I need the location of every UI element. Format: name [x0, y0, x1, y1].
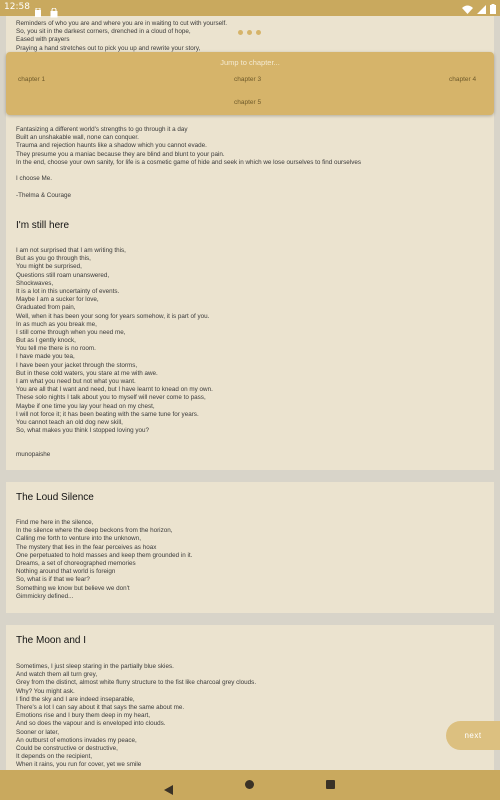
- status-time: 12:58: [4, 2, 30, 12]
- poem-card-2: [6, 482, 494, 613]
- poem-text: [16, 247, 484, 435]
- poem-line: It depends on the recipient,: [16, 753, 92, 761]
- poem-line: I am what you need but not what you want.: [16, 378, 136, 385]
- next-button[interactable]: next: [446, 721, 500, 750]
- poem-card-1: [6, 207, 494, 470]
- poem-line: Maybe I am a sucker for love,: [16, 296, 99, 304]
- poem-line: Built an unshakable wall, none can conquer.: [16, 134, 139, 142]
- wifi-icon: [462, 0, 473, 18]
- poem-feed[interactable]: [0, 16, 500, 770]
- poem-line: And watch them all turn grey,: [16, 671, 98, 679]
- poem-line: Calling me forth to venture into the unknown,: [16, 535, 141, 543]
- poem-line: Emotions rise and I bury them deep in my heart,: [16, 712, 151, 720]
- poem-line: But as I gently knock,: [16, 337, 76, 345]
- poem-line: Dreams, a set of choreographed memories: [16, 559, 136, 567]
- poem-line: Gimmickry defined...: [16, 592, 74, 600]
- poem-line: I still come through when you need me,: [16, 328, 126, 336]
- poem-line: Well, when it has been your song for years somehow, it is part of you.: [16, 312, 210, 320]
- poem-line: When it rains, you run for cover, yet we smile: [16, 761, 142, 769]
- poem-line: So, what is if that we fear?: [16, 576, 90, 584]
- poem-line: Find me here in the silence,: [16, 519, 94, 526]
- poem-line: In the end, choose your own sanity, for life is a cosmetic game of hide and seek in which we lose ourselves to find ourselves: [16, 158, 361, 166]
- poem-line: They presume you a maniac because they are blind and blunt to your pain.: [16, 150, 225, 158]
- poem-line: Fantasizing a different world's strengths to go through it a day: [16, 126, 188, 133]
- jump-menu-title: Jump to chapter...: [220, 58, 280, 67]
- loading-dot: [256, 30, 261, 35]
- poem-title: The Loud Silence: [16, 492, 94, 503]
- poem-line: It is a lot in this uncertainty of events.: [16, 287, 120, 295]
- poem-line: But as you go through this,: [16, 255, 91, 263]
- poem-line: One perpetuated to hold masses and keep them grounded in it.: [16, 551, 193, 559]
- battery-icon: [490, 0, 496, 18]
- recent-apps-icon[interactable]: [326, 780, 335, 789]
- poem-line: Trauma and rejection haunts like a shadow which you cannot evade.: [16, 142, 207, 150]
- poem-line: These solo nights I talk about you to myself will never come to pass,: [16, 394, 206, 402]
- loading-indicator: [238, 30, 261, 35]
- poem-text-bottom: [16, 126, 484, 200]
- back-icon[interactable]: [164, 780, 173, 799]
- poem-line: You cannot teach an old dog new skill,: [16, 418, 123, 426]
- chapter-5-option[interactable]: chapter 5: [234, 99, 262, 106]
- poem-line: You might be surprised,: [16, 263, 82, 271]
- poem-line: I am not surprised that I am writing this,: [16, 247, 126, 254]
- poem-line: Grey from the distinct, almost white flurry structure to the fist like charcoal grey clouds.: [16, 679, 257, 687]
- poem-title: I'm still here: [16, 220, 70, 231]
- poem-line-gap: [16, 183, 484, 191]
- poem-card-previous: [6, 16, 494, 214]
- poem-line: But in these cold waters, you stare at me with awe.: [16, 369, 158, 377]
- poem-line: Sometimes, I just sleep staring in the partially blue skies.: [16, 663, 174, 670]
- poem-line: The mystery that lies in the fear perceives as hoax: [16, 543, 157, 551]
- poem-line: Nothing around that world is foreign: [16, 568, 116, 576]
- poem-line: You tell me there is no room.: [16, 345, 96, 353]
- home-icon[interactable]: [245, 780, 254, 789]
- cell-signal-icon: [477, 0, 486, 18]
- chapter-3-option[interactable]: chapter 3: [234, 76, 262, 83]
- system-navigation-bar: [0, 770, 500, 800]
- chapter-1-option[interactable]: chapter 1: [18, 76, 46, 83]
- poem-line: I choose Me.: [16, 175, 53, 183]
- poem-line: In the silence where the deep beckons from the horizon,: [16, 527, 173, 535]
- poem-line: Something we know but believe we don't: [16, 584, 130, 592]
- poem-line: In as much as you break me,: [16, 320, 97, 328]
- jump-to-chapter-menu: [6, 52, 494, 115]
- poem-author: munopaishe: [16, 451, 51, 458]
- poem-line: So, what makes you think I stopped loving you?: [16, 427, 150, 435]
- poem-line: An outburst of emotions invades my peace,: [16, 736, 137, 744]
- poem-line: Shockwaves,: [16, 279, 54, 287]
- status-icons: [462, 2, 496, 14]
- poem-card-3: [6, 625, 494, 770]
- status-bar: [0, 0, 500, 16]
- poem-line: I find the sky and I are indeed inseparable,: [16, 695, 135, 703]
- poem-line: I have made you tea,: [16, 353, 75, 361]
- poem-line: I will not force it; it has been beating with the same tune for years.: [16, 410, 199, 418]
- poem-line: There's a lot I can say about it that says the same about me.: [16, 703, 185, 711]
- chapter-4-option[interactable]: chapter 4: [449, 76, 477, 83]
- shopping-bag-icon: [50, 3, 58, 13]
- poem-line: Maybe if one time you lay your head on my chest,: [16, 402, 155, 410]
- poem-line: Graduated from pain,: [16, 304, 76, 312]
- poem-author: -Thelma & Courage: [16, 191, 71, 199]
- poem-line: I have been your jacket through the storms,: [16, 361, 138, 369]
- poem-line: Why? You might ask.: [16, 687, 75, 695]
- poem-line: So, you sit in the darkest corners, drenched in a cloud of hope,: [16, 28, 191, 36]
- loading-dot: [247, 30, 252, 35]
- poem-text: [16, 663, 484, 769]
- poem-line: Praying a hand stretches out to pick you up and rewrite your story,: [16, 44, 201, 52]
- poem-line: Questions still roam unanswered,: [16, 271, 110, 279]
- poem-line: And so does the vapour and is enveloped into clouds.: [16, 720, 166, 728]
- poem-text: [16, 519, 484, 601]
- notification-icon: [34, 3, 42, 13]
- poem-line: Sooner or later,: [16, 728, 60, 736]
- poem-line: Reminders of who you are and where you are in waiting to cut with yourself.: [16, 20, 228, 27]
- poem-line: Eased with prayers: [16, 36, 70, 44]
- poem-title: The Moon and I: [16, 635, 87, 646]
- loading-dot: [238, 30, 243, 35]
- poem-line: You are all that I want and need, but I have learnt to knead on my own.: [16, 386, 213, 394]
- poem-line: Could be constructive or destructive,: [16, 744, 118, 752]
- poem-line-gap: [16, 167, 484, 175]
